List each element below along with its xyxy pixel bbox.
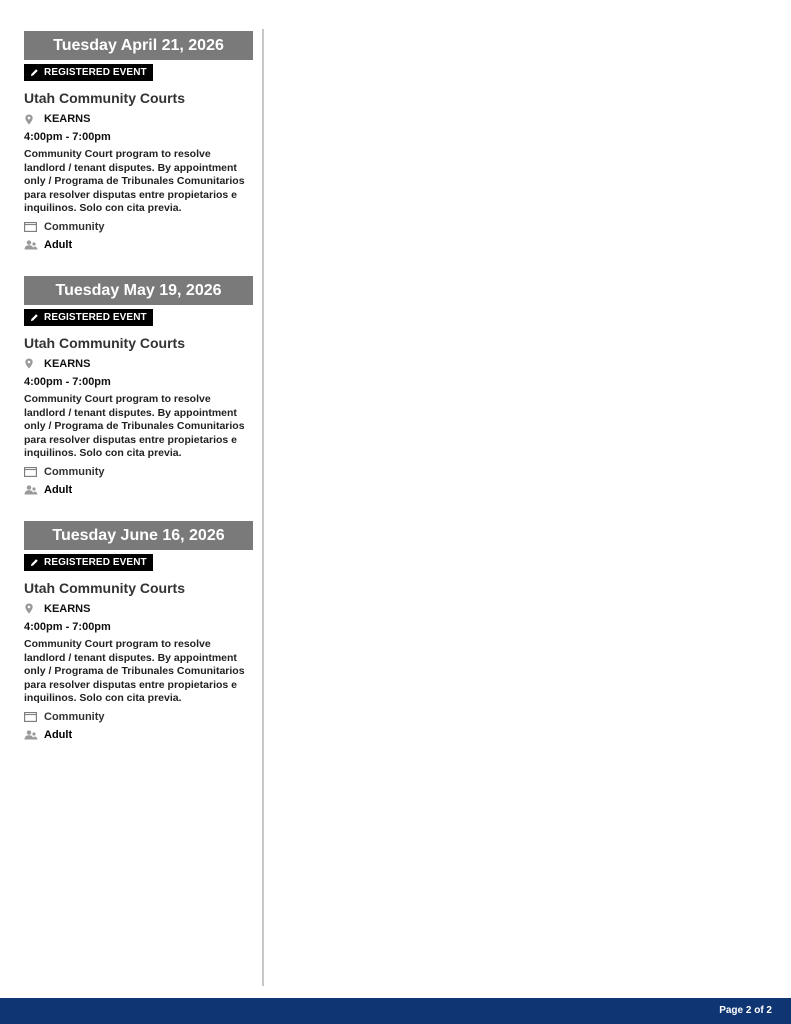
map-pin-icon — [24, 358, 44, 369]
map-pin-icon — [24, 603, 44, 614]
event-audience — [24, 483, 253, 497]
events-column — [24, 31, 253, 766]
registered-event-badge — [24, 64, 153, 81]
event-date-header: Tuesday May 19, 2026 — [24, 276, 253, 305]
page-footer — [0, 998, 791, 1024]
event-location — [24, 357, 253, 371]
event-audience — [24, 728, 253, 742]
page-number: Page 2 of 2 — [719, 1005, 772, 1016]
pencil-icon — [30, 558, 39, 567]
location-label: KEARNS — [44, 113, 91, 125]
event-time: 4:00pm - 7:00pm — [24, 620, 111, 633]
event-entry — [24, 521, 253, 742]
category-label: Community — [44, 465, 105, 478]
event-category — [24, 465, 253, 479]
pencil-icon — [30, 68, 39, 77]
event-title[interactable]: Utah Community Courts — [24, 90, 185, 106]
registered-event-badge — [24, 309, 153, 326]
event-entry — [24, 276, 253, 497]
folder-icon — [24, 222, 44, 232]
event-title[interactable]: Utah Community Courts — [24, 579, 185, 596]
folder-icon — [24, 712, 44, 722]
column-divider — [262, 29, 264, 986]
event-location — [24, 602, 253, 616]
event-entry — [24, 31, 253, 252]
folder-icon — [24, 467, 44, 477]
people-icon — [24, 485, 44, 495]
badge-label: REGISTERED EVENT — [44, 311, 147, 323]
event-time: 4:00pm - 7:00pm — [24, 375, 111, 388]
location-label: KEARNS — [44, 357, 91, 370]
event-date-header: Tuesday June 16, 2026 — [24, 521, 253, 550]
event-title[interactable]: Utah Community Courts — [24, 334, 185, 351]
category-label: Community — [44, 710, 105, 723]
audience-label: Adult — [44, 728, 73, 741]
audience-label: Adult — [44, 483, 73, 496]
badge-label: REGISTERED EVENT — [44, 556, 147, 568]
event-description: Community Court program to resolve landlord / tenant disputes. By appointment only / Programa de Tribunales Comunitarios para resolver disputas entre propietarios e inquilinos. Solo con cita previa. — [24, 637, 245, 705]
event-date-header: Tuesday April 21, 2026 — [24, 31, 253, 60]
pencil-icon — [30, 313, 39, 322]
audience-label: Adult — [44, 238, 73, 251]
event-description: Community Court program to resolve landlord / tenant disputes. By appointment only / Programa de Tribunales Comunitarios para resolver disputas entre propietarios e inquilinos. Solo con cita previa. — [24, 392, 245, 460]
event-description: Community Court program to resolve landlord / tenant disputes. By appointment only / Programa de Tribunales Comunitarios para resolver disputas entre propietarios e inquilinos. Solo con cita previa. — [24, 148, 245, 215]
event-time: 4:00pm - 7:00pm — [24, 131, 111, 143]
event-category — [24, 220, 253, 234]
location-label: KEARNS — [44, 602, 91, 615]
event-audience — [24, 238, 253, 252]
event-location — [24, 112, 253, 126]
event-category — [24, 710, 253, 724]
registered-event-badge — [24, 554, 153, 571]
badge-label: REGISTERED EVENT — [44, 67, 147, 78]
map-pin-icon — [24, 114, 44, 125]
people-icon — [24, 240, 44, 250]
people-icon — [24, 730, 44, 740]
category-label: Community — [44, 220, 105, 233]
